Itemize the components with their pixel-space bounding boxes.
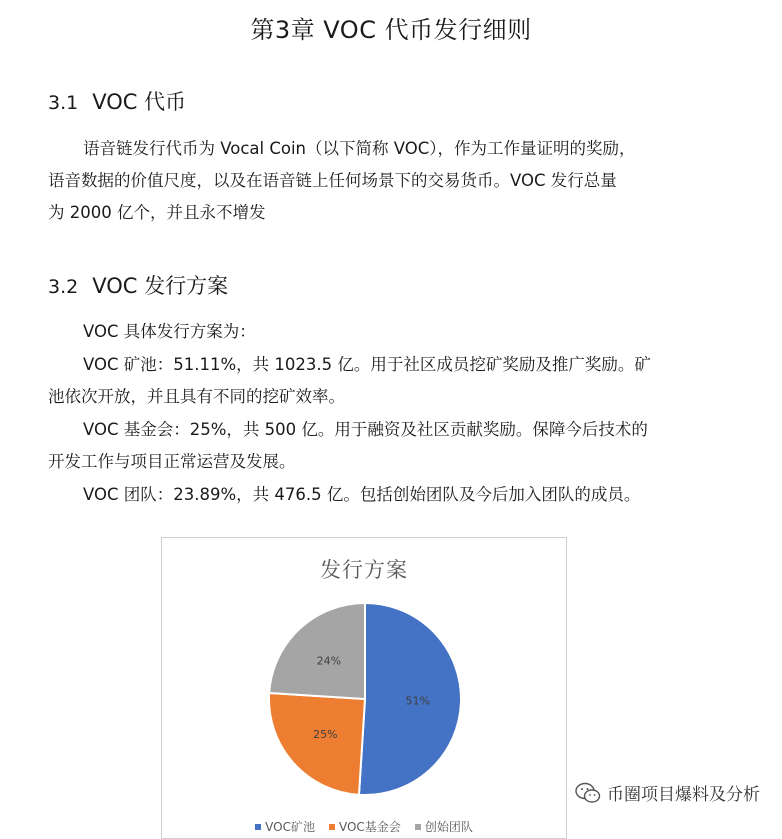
section-number: 3.1 [48, 92, 79, 114]
section-title: VOC 发行方案 [92, 274, 229, 298]
legend-item-3 [415, 818, 473, 835]
watermark [575, 780, 760, 805]
plan-foundation-line-1: VOC 基金会：25%，共 500 亿。用于融资及社区贡献奖励。保障今后技术的 [83, 420, 648, 439]
legend-swatch [415, 824, 421, 830]
pie-slice-3 [269, 603, 365, 699]
legend-label: VOC矿池 [265, 820, 315, 834]
legend-swatch [329, 824, 335, 830]
pie-chart [162, 538, 566, 808]
legend-label: VOC基金会 [338, 820, 401, 834]
legend-item-1 [255, 818, 315, 835]
legend-swatch [255, 824, 261, 830]
pie-data-label-1: 51% [405, 694, 431, 708]
section-number: 3.2 [48, 276, 79, 298]
pie-slice-2 [269, 693, 365, 795]
chart-title: 发行方案 [320, 558, 408, 582]
section-3-2-heading [48, 270, 228, 300]
legend-label: 创始团队 [424, 820, 473, 834]
pie-data-label-2: 25% [313, 727, 338, 741]
wechat-icon [575, 782, 601, 804]
plan-team-line: VOC 团队：23.89%，共 476.5 亿。包括创始团队及今后加入团队的成员。 [83, 485, 641, 504]
section-3-1-heading [48, 86, 186, 116]
plan-pool-line-1: VOC 矿池：51.11%，共 1023.5 亿。用于社区成员挖矿奖励及推广奖励。矿 [83, 355, 651, 374]
legend-item-2 [329, 818, 401, 835]
section-3-1-line-1: 语音链发行代币为 Vocal Coin（以下简称 VOC），作为工作量证明的奖励， [83, 139, 636, 158]
section-3-1-line-2: 语音数据的价值尺度，以及在语音链上任何场景下的交易货币。VOC 发行总量 [48, 171, 617, 190]
section-title: VOC 代币 [92, 90, 187, 114]
plan-foundation-line-2: 开发工作与项目正常运营及发展。 [48, 452, 296, 471]
chapter-title: 第3章 VOC 代币发行细则 [250, 16, 532, 44]
watermark-text: 币圈项目爆料及分析 [607, 785, 760, 805]
section-3-1-line-3: 为 2000 亿个，并且永不增发 [48, 203, 266, 222]
pie-data-label-3: 24% [316, 654, 342, 668]
plan-intro-line: VOC 具体发行方案为： [83, 322, 256, 341]
plan-pool-line-2: 池依次开放，并且具有不同的挖矿效率。 [48, 387, 345, 406]
pie-chart-container [161, 537, 567, 839]
chart-legend [162, 818, 566, 835]
